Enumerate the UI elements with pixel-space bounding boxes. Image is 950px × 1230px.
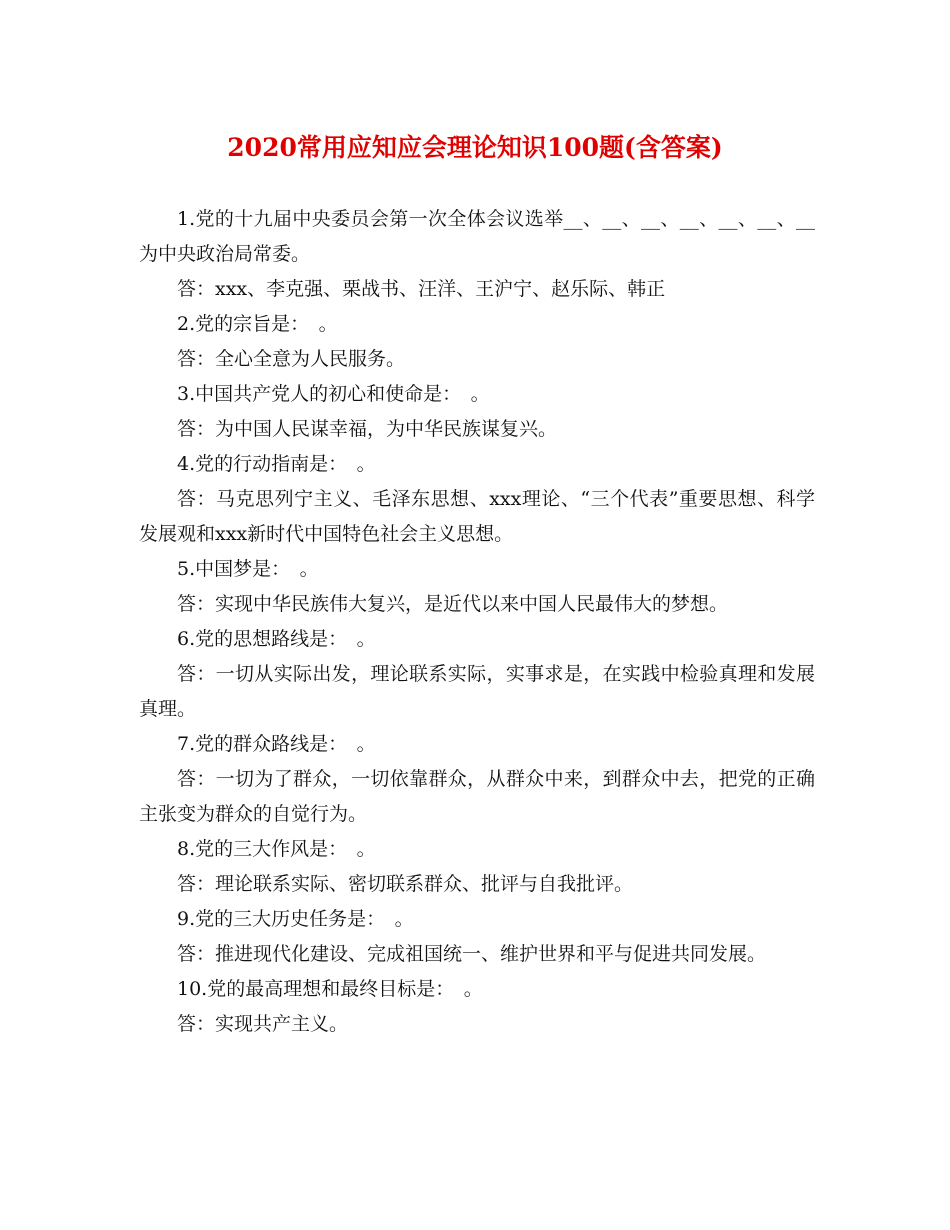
answer-10: 答：实现共产主义。 [177,1013,349,1035]
question-2: 2.党的宗旨是： 。 [177,313,338,335]
question-8: 8.党的三大作风是： 。 [177,838,376,860]
answer-7: 答：一切为了群众，一切依靠群众，从群众中来，到群众中去，把党的正确主张变为群众的自觉行为。 [139,768,815,825]
question-6: 6.党的思想路线是： 。 [177,628,376,650]
answer-3: 答：为中国人民谋幸福，为中华民族谋复兴。 [177,418,558,440]
question-3: 3.中国共产党人的初心和使命是： 。 [177,383,490,405]
document-title: 2020常用应知应会理论知识100题(含答案) [227,133,723,162]
question-4: 4.党的行动指南是： 。 [177,453,376,475]
answer-6: 答：一切从实际出发，理论联系实际，实事求是，在实践中检验真理和发展真理。 [139,663,815,720]
question-10: 10.党的最高理想和最终目标是： 。 [177,978,483,1000]
answer-5: 答：实现中华民族伟大复兴，是近代以来中国人民最伟大的梦想。 [177,593,729,615]
question-5: 5.中国梦是： 。 [177,558,319,580]
answer-2: 答：全心全意为人民服务。 [177,348,406,370]
answer-9: 答：推进现代化建设、完成祖国统一、维护世界和平与促进共同发展。 [177,943,767,965]
question-9: 9.党的三大历史任务是： 。 [177,908,414,930]
question-1: 1.党的十九届中央委员会第一次全体会议选举__、__、__、__、__、__、__为中央政治局常委。 [139,208,815,265]
question-7: 7.党的群众路线是： 。 [177,733,376,755]
answer-1: 答：xxx、李克强、栗战书、汪洋、王沪宁、赵乐际、韩正 [177,278,666,300]
answer-4: 答：马克思列宁主义、毛泽东思想、xxx理论、“三个代表”重要思想、科学发展观和xxx新时代中国特色社会主义思想。 [139,488,815,545]
answer-8: 答：理论联系实际、密切联系群众、批评与自我批评。 [177,873,634,895]
document-body [139,202,815,1042]
